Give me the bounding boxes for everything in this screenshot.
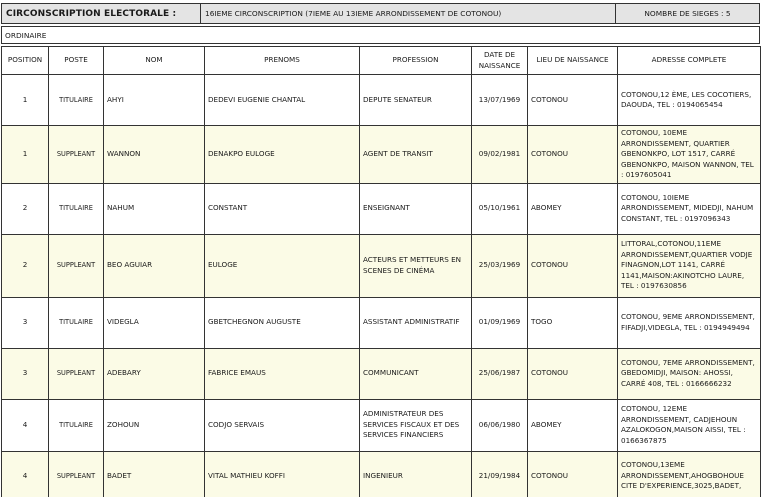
- cell-adresse: LITTORAL,COTONOU,11EME ARRONDISSEMENT,QUARTIER VODJE FINAGNON,LOT 1141, CARRÉ 1141,MAISON:AKINOTCHO LAURE, TEL : 0197630856: [618, 234, 761, 297]
- cell-lieu: COTONOU: [528, 234, 618, 297]
- cell-profession: DEPUTE SENATEUR: [360, 75, 472, 126]
- cell-position: 3: [2, 348, 49, 399]
- cell-poste: TITULAIRE: [49, 183, 104, 234]
- cell-adresse: COTONOU, 12EME ARRONDISSEMENT, CADJEHOUN AZALOKOGON,MAISON AISSI, TEL : 0166367875: [618, 399, 761, 451]
- cell-date: 25/06/1987: [472, 348, 528, 399]
- section-label: ORDINAIRE: [1, 26, 760, 44]
- cell-position: 4: [2, 451, 49, 497]
- cell-profession: ASSISTANT ADMINISTRATIF: [360, 297, 472, 348]
- cell-nom: NAHUM: [104, 183, 205, 234]
- cell-adresse: COTONOU, 9EME ARRONDISSEMENT, FIFADJI,VIDEGLA, TEL : 0194949494: [618, 297, 761, 348]
- circonscription-label: CIRCONSCRIPTION ELECTORALE :: [2, 4, 201, 23]
- cell-prenoms: DEDEVI EUGENIE CHANTAL: [205, 75, 360, 126]
- cell-profession: ADMINISTRATEUR DES SERVICES FISCAUX ET DES SERVICES FINANCIERS: [360, 399, 472, 451]
- candidates-table: [1, 46, 761, 497]
- cell-date: 01/09/1969: [472, 297, 528, 348]
- cell-adresse: COTONOU,12 ÈME, LES COCOTIERS, DAOUDA, TEL : 0194065454: [618, 75, 761, 126]
- cell-lieu: ABOMEY: [528, 399, 618, 451]
- cell-poste: SUPPLEANT: [49, 234, 104, 297]
- table-row: [2, 348, 761, 399]
- cell-nom: BEO AGUIAR: [104, 234, 205, 297]
- col-header-date: DATE DE NAISSANCE: [472, 47, 528, 75]
- cell-lieu: ABOMEY: [528, 183, 618, 234]
- cell-lieu: COTONOU: [528, 348, 618, 399]
- cell-prenoms: GBETCHEGNON AUGUSTE: [205, 297, 360, 348]
- sieges-count: NOMBRE DE SIEGES : 5: [644, 9, 731, 18]
- cell-prenoms: DENAKPO EULOGE: [205, 126, 360, 184]
- cell-nom: AHYI: [104, 75, 205, 126]
- cell-date: 25/03/1969: [472, 234, 528, 297]
- circonscription-value: 16IEME CIRCONSCRIPTION (7IEME AU 13IEME ARRONDISSEMENT DE COTONOU): [201, 4, 616, 23]
- table-row: [2, 126, 761, 184]
- col-header-poste: POSTE: [49, 47, 104, 75]
- cell-lieu: COTONOU: [528, 75, 618, 126]
- cell-nom: BADET: [104, 451, 205, 497]
- cell-position: 1: [2, 75, 49, 126]
- header-bar: [1, 3, 760, 24]
- cell-date: 21/09/1984: [472, 451, 528, 497]
- table-row: [2, 75, 761, 126]
- cell-adresse: COTONOU, 10IEME ARRONDISSEMENT, MIDEDJI, NAHUM CONSTANT, TEL : 0197096343: [618, 183, 761, 234]
- cell-date: 05/10/1961: [472, 183, 528, 234]
- cell-prenoms: FABRICE EMAUS: [205, 348, 360, 399]
- table-row: [2, 451, 761, 497]
- cell-poste: SUPPLEANT: [49, 126, 104, 184]
- cell-position: 2: [2, 183, 49, 234]
- cell-date: 06/06/1980: [472, 399, 528, 451]
- cell-date: 13/07/1969: [472, 75, 528, 126]
- cell-poste: SUPPLEANT: [49, 348, 104, 399]
- cell-poste: TITULAIRE: [49, 297, 104, 348]
- cell-prenoms: VITAL MATHIEU KOFFI: [205, 451, 360, 497]
- table-row: [2, 297, 761, 348]
- col-header-profession: PROFESSION: [360, 47, 472, 75]
- cell-nom: ADEBARY: [104, 348, 205, 399]
- cell-prenoms: CODJO SERVAIS: [205, 399, 360, 451]
- col-header-lieu: LIEU DE NAISSANCE: [528, 47, 618, 75]
- cell-date: 09/02/1981: [472, 126, 528, 184]
- cell-position: 3: [2, 297, 49, 348]
- table-row: [2, 234, 761, 297]
- cell-prenoms: CONSTANT: [205, 183, 360, 234]
- cell-nom: ZOHOUN: [104, 399, 205, 451]
- cell-position: 1: [2, 126, 49, 184]
- cell-lieu: COTONOU: [528, 451, 618, 497]
- cell-profession: ACTEURS ET METTEURS EN SCENES DE CINÉMA: [360, 234, 472, 297]
- col-header-position: POSITION: [2, 47, 49, 75]
- cell-lieu: COTONOU: [528, 126, 618, 184]
- table-row: [2, 399, 761, 451]
- col-header-nom: NOM: [104, 47, 205, 75]
- cell-profession: COMMUNICANT: [360, 348, 472, 399]
- cell-adresse: COTONOU,13EME ARRONDISSEMENT,AHOGBOHOUE CITE D'EXPERIENCE,3025,BADET,: [618, 451, 761, 497]
- cell-position: 2: [2, 234, 49, 297]
- col-header-adresse: ADRESSE COMPLETE: [618, 47, 761, 75]
- cell-nom: VIDEGLA: [104, 297, 205, 348]
- table-row: [2, 183, 761, 234]
- cell-nom: WANNON: [104, 126, 205, 184]
- cell-poste: TITULAIRE: [49, 399, 104, 451]
- cell-profession: AGENT DE TRANSIT: [360, 126, 472, 184]
- cell-poste: TITULAIRE: [49, 75, 104, 126]
- cell-position: 4: [2, 399, 49, 451]
- cell-adresse: COTONOU, 10EME ARRONDISSEMENT, QUARTIER GBENONKPO, LOT 1517, CARRÉ GBENONKPO, MAISON WANNON, TEL : 0197605041: [618, 126, 761, 184]
- cell-lieu: TOGO: [528, 297, 618, 348]
- cell-profession: ENSEIGNANT: [360, 183, 472, 234]
- cell-poste: SUPPLEANT: [49, 451, 104, 497]
- table-header-row: [2, 47, 761, 75]
- cell-prenoms: EULOGE: [205, 234, 360, 297]
- cell-profession: INGENIEUR: [360, 451, 472, 497]
- cell-adresse: COTONOU, 7EME ARRONDISSEMENT, GBEDOMIDJI, MAISON: AHOSSI, CARRÉ 408, TEL : 0166666232: [618, 348, 761, 399]
- col-header-prenoms: PRENOMS: [205, 47, 360, 75]
